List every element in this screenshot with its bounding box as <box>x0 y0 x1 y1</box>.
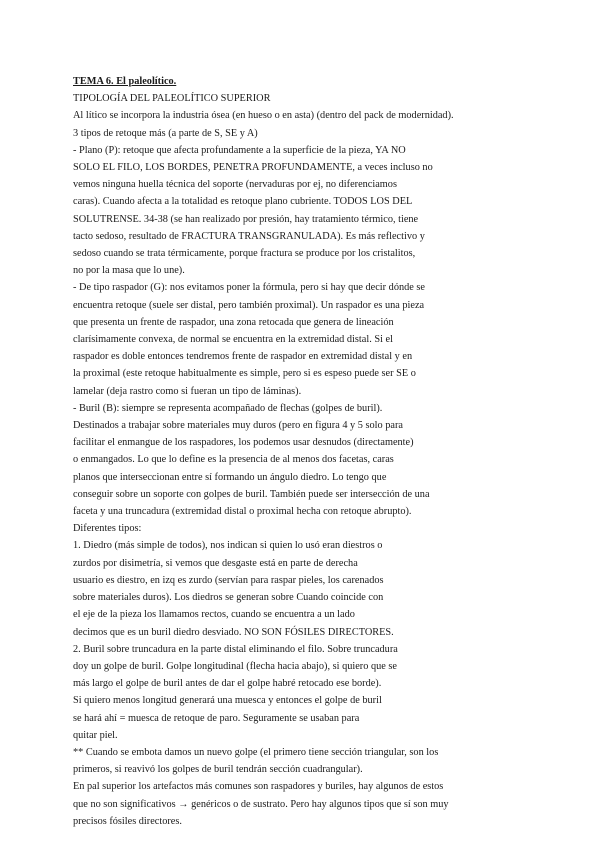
text-line: usuario es diestro, en izq es zurdo (servían para raspar pieles, los carenados <box>73 574 384 586</box>
text-line: doy un golpe de buril. Golpe longitudinal (flecha hacia abajo), si quiero que se <box>73 660 397 672</box>
text-line: que no son significativos → genéricos o de sustrato. Pero hay algunos tipos que sí son muy <box>73 798 449 810</box>
text-line: encuentra retoque (suele ser distal, pero también proximal). Un raspador es una pieza <box>73 299 425 311</box>
text-line: facilitar el enmangue de los raspadores, los podemos usar desnudos (directamente) <box>73 437 414 449</box>
text-line: primeros, si reavivó los golpes de buril tendrán sección cuadrangular). <box>73 764 363 776</box>
text-line: En pal superior los artefactos más comunes son raspadores y buriles, hay algunos de estos <box>73 781 444 793</box>
text-line: planos que interseccionan entre sí formando un ángulo diedro. Lo tengo que <box>73 471 387 483</box>
text-line: más largo el golpe de buril antes de dar el golpe habré retocado ese borde). <box>73 678 382 690</box>
text-line: ** Cuando se embota damos un nuevo golpe (el primero tiene sección triangular, son los <box>73 746 439 758</box>
text-line: tacto sedoso, resultado de FRACTURA TRANSGRANULADA). Es más reflectivo y <box>73 230 425 242</box>
text-line: que presenta un frente de raspador, una zona retocada que genera de lineación <box>73 316 394 328</box>
text-line: SOLUTRENSE. 34-38 (se han realizado por presión, hay tratamiento térmico, tiene <box>73 213 419 225</box>
text-line: quitar piel. <box>73 729 118 741</box>
text-line: Al lítico se incorpora la industria ósea (en hueso o en asta) (dentro del pack de modernidad). <box>73 110 454 122</box>
text-line: TIPOLOGÍA DEL PALEOLÍTICO SUPERIOR <box>73 93 271 105</box>
document-title: TEMA 6. El paleolítico. <box>73 76 177 87</box>
text-line: - De tipo raspador (G): nos evitamos poner la fórmula, pero si hay que decir dónde se <box>73 282 425 294</box>
text-line: SOLO EL FILO, LOS BORDES, PENETRA PROFUNDAMENTE, a veces incluso no <box>73 162 433 174</box>
text-line: sobre materiales duros). Los diedros se generan sobre Cuando coincide con <box>73 592 384 604</box>
text-line: precisos fósiles directores. <box>73 815 182 827</box>
text-line: raspador es doble entonces tendremos frente de raspador en extremidad distal y en <box>73 351 413 363</box>
text-line: - Plano (P): retoque que afecta profundamente a la superficie de la pieza, YA NO <box>73 144 406 156</box>
text-line: faceta y una truncadura (extremidad distal o proximal hecha con retoque abrupto). <box>73 506 412 518</box>
text-line: se hará ahí = muesca de retoque de paro. Seguramente se usaban para <box>73 712 360 724</box>
text-line: lamelar (deja rastro como si fueran un tipo de láminas). <box>73 385 302 397</box>
text-line: o enmangados. Lo que lo define es la presencia de al menos dos facetas, caras <box>73 454 394 466</box>
text-line: caras). Cuando afecta a la totalidad es retoque plano cubriente. TODOS LOS DEL <box>73 196 413 208</box>
text-line: decimos que es un buril diedro desviado. NO SON FÓSILES DIRECTORES. <box>73 626 394 638</box>
text-line: Diferentes tipos: <box>73 523 142 535</box>
text-line: 1. Diedro (más simple de todos), nos indican si quien lo usó eran diestros o <box>73 540 383 552</box>
text-line: Destinados a trabajar sobre materiales muy duros (pero en figura 4 y 5 solo para <box>73 420 403 432</box>
document-body <box>73 73 533 830</box>
text-line: clarísimamente convexa, de normal se encuentra en la extremidad distal. Si el <box>73 334 393 346</box>
document-text <box>73 90 533 830</box>
text-line: conseguir sobre un soporte con golpes de buril. También puede ser intersección de una <box>73 488 430 500</box>
text-line: 3 tipos de retoque más (a parte de S, SE y A) <box>73 127 258 139</box>
text-line: la proximal (este retoque habitualmente es simple, pero si es espeso puede ser SE o <box>73 368 416 380</box>
text-line: - Buril (B): siempre se representa acompañado de flechas (golpes de buril). <box>73 402 383 414</box>
text-line: no por la masa que lo une). <box>73 265 185 277</box>
text-line: 2. Buril sobre truncadura en la parte distal eliminando el filo. Sobre truncadura <box>73 643 398 655</box>
text-line: zurdos por disimetría, si vemos que desgaste está en parte de derecha <box>73 557 358 569</box>
text-line: Si quiero menos longitud generará una muesca y entonces el golpe de buril <box>73 695 382 707</box>
text-line: vemos ninguna huella técnica del soporte (nervaduras por ej, no diferenciamos <box>73 179 397 191</box>
text-line: el eje de la pieza los llamamos rectos, cuando se encuentra a un lado <box>73 609 355 621</box>
text-line: sedoso cuando se trata térmicamente, porque fractura se produce por los cristalitos, <box>73 248 416 260</box>
